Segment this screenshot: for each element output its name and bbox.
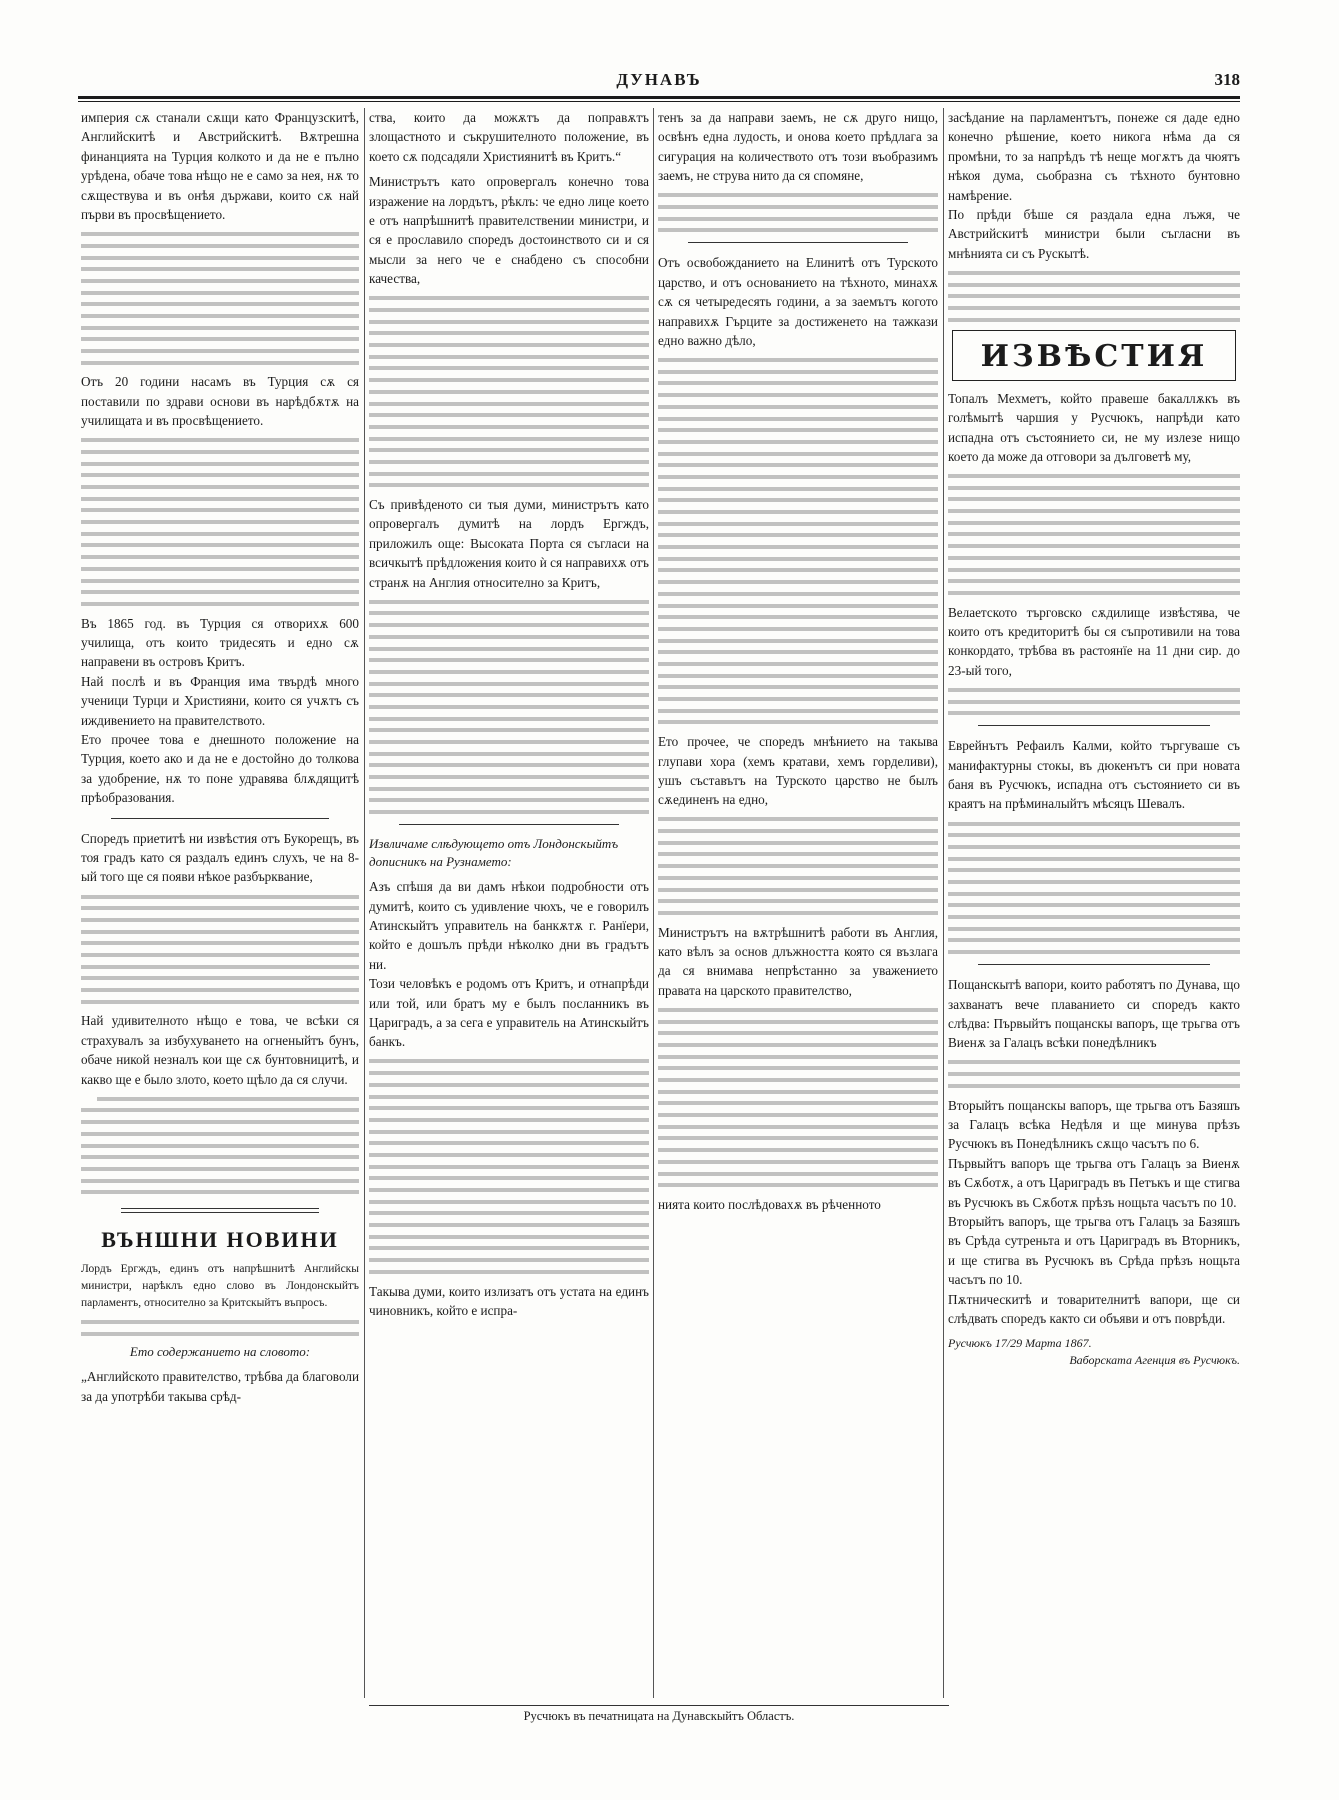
column-divider bbox=[653, 108, 654, 1698]
article-paragraph: Най послѣ и въ Франция има твърдѣ много ученици Турци и Християни, които ся учѫтъ съ иждивението на правителството. bbox=[81, 673, 359, 728]
illegible-text-block bbox=[81, 1320, 359, 1336]
column-3 bbox=[658, 108, 938, 1698]
masthead-rule-thin bbox=[78, 101, 1240, 102]
printer-footer: Русчюкъ въ печатницата на Дунавскыйтъ Областъ. bbox=[369, 1705, 949, 1724]
article-paragraph: Велаетското търговско сѫдилище извѣстява, че които отъ кредиторитѣ бы ся съпротивили на това конкордато, трѣбва въ растоянїе на 11 дни сир. до 23-ый того, bbox=[948, 604, 1240, 678]
masthead bbox=[78, 70, 1240, 94]
column-divider bbox=[364, 108, 365, 1698]
article-paragraph: Ето прочее това е днешното положение на Турция, което ако и да не е достойно до толкова за удобрение, нѫ то поне удравява блѫдящитѣ прѣобразования. bbox=[81, 732, 359, 806]
illegible-text-block bbox=[658, 817, 938, 915]
article-paragraph: Еврейнътъ Рефаилъ Калми, който търгуваше съ манифактурны стокы, въ дюкенътъ си при новата баня въ Русчюкъ, испадна отъ състоянието си въ краятъ на прѣминалыйтъ мѣсяцъ Шевалъ. bbox=[948, 738, 1240, 812]
article-paragraph: Отъ 20 години насамъ въ Турция сѫ ся поставили по здрави основи въ нарѣдбѫтѫ на училищата и въ просвѣщението. bbox=[81, 374, 359, 429]
column-4 bbox=[948, 108, 1240, 1698]
article-paragraph: Министрътъ като опровергалъ конечно това изражение на лордътъ, рѣклъ: че едно лице което е отъ напрѣшнитѣ правителствении министри, и ся е прославило споредъ достоинството си и ся мысли за него че е снабдено съ способни качества, bbox=[369, 174, 649, 287]
illegible-text-block bbox=[948, 1060, 1240, 1087]
article-paragraph: Пѫтническитѣ и товарителнитѣ вапори, ще си слѣдвать споредъ както си объяви и отъ поврѣди. bbox=[948, 1291, 1240, 1326]
article-paragraph: Най удивителното нѣщо е това, че всѣки ся страхувалъ за избухуването на огненыйтъ бунъ, обаче никой незналъ кои ще сѫ бунтовницитѣ, и какво ще е было злото, което щѣло да ся случи. bbox=[81, 1013, 359, 1087]
illegible-text-block bbox=[658, 193, 938, 232]
section-heading-foreign-news: ВЪНШНИ НОВИНИ bbox=[101, 1227, 339, 1253]
article-paragraph: Първыйтъ вапоръ ще трьгва отъ Галацъ за Виенѫ въ Сѫботѫ, а отъ Цариградъ въ Петъкъ и ще стигва въ Русчюкъ въ Сѫботѫ прѣзъ нощьта часътъ по 10. bbox=[948, 1155, 1240, 1210]
article-paragraph: Лордъ Ергждъ, единъ отъ напрѣшнитѣ Английскы министри, нарѣклъ едно слово въ Лондонскыйтъ парламентъ, относително за Критскыйтъ въпросъ. bbox=[81, 1263, 359, 1310]
article-paragraph: нията които послѣдовахѫ въ рѣченното bbox=[658, 1196, 881, 1212]
agency-signature: Ваборската Агенция въ Русчюкъ. bbox=[1069, 1353, 1240, 1368]
section-separator bbox=[688, 242, 908, 243]
article-paragraph: засѣдание на парламентътъ, понеже ся даде едно конечно рѣшение, което никога нѣма да ся промѣни, то за напрѣдъ тѣ неще могѫтъ да чюятъ нѣкоя дума, сьобразна съ тѣхното бунтовно намѣрение. bbox=[948, 110, 1240, 203]
article-paragraph: По прѣди бѣше ся раздала една лъжя, че Австрийскитѣ министри были съгласни въ мнѣнията си съ Рускытѣ. bbox=[948, 207, 1240, 261]
quote-label: Ето содержанието на словото: bbox=[129, 1344, 311, 1360]
illegible-text-block bbox=[948, 271, 1240, 322]
newspaper-title: ДУНАВЪ bbox=[616, 70, 702, 89]
column-1 bbox=[81, 108, 359, 1698]
article-paragraph: Вторыйтъ пощанскы вапоръ, ще трьгва отъ Базяшъ за Галацъ всѣка Недѣля и ще минува прѣзъ Русчюкъ въ Понедѣлникъ сѫщо часътъ по 6. bbox=[948, 1097, 1240, 1152]
dateline: Русчюкъ 17/29 Марта 1867. bbox=[948, 1336, 1092, 1351]
section-separator bbox=[121, 1208, 319, 1213]
article-paragraph: Съ привѣденото си тыя думи, министрътъ като опровергалъ думитѣ на лордъ Ергждъ, приложилъ още: Высоката Порта ся съгласи на всичкытѣ прѣдложения които ѝ ся направихѫ отъ странѫ на Англия относително за Критъ, bbox=[369, 497, 649, 590]
illegible-text-block bbox=[81, 438, 359, 606]
article-paragraph: Вторыйтъ вапоръ, ще трьгва отъ Галацъ за Базяшъ въ Срѣда сутреньта и отъ Цариградъ въ Вторникъ, и ще стигва въ Русчюкъ въ Срѣда прѣзъ нощьта часътъ по 10. bbox=[948, 1213, 1240, 1288]
column-divider bbox=[943, 108, 944, 1698]
article-paragraph: тенъ за да направи заемъ, не сѫ друго нищо, освѣнъ една лудость, и онова което прѣдлага за сигурация на количеството отъ този въобразимъ заемъ, не струва нито да ся спомяне, bbox=[658, 110, 938, 184]
illegible-text-block bbox=[948, 474, 1240, 595]
article-paragraph: Ето прочее, че споредъ мнѣнието на такыва глупави хора (хемъ кратави, хемъ горделиви), ушъ съставътъ на Турското царство не былъ сѫединенъ на едно, bbox=[658, 734, 938, 808]
article-paragraph: Въ 1865 год. въ Турция ся отворихѫ 600 училища, отъ които тридесять и едно сѫ направени въ островъ Критъ. bbox=[81, 615, 359, 670]
section-heading-announcements: ИЗВѢСТИЯ bbox=[980, 338, 1208, 374]
article-paragraph: Топалъ Мехметъ, който правеше бакаллѫкъ въ голѣмытѣ чаршия у Русчюкъ, напрѣди като испадна отъ състоянието си, не му излезе нищо което да може да отговори за дълговетѣ му, bbox=[948, 390, 1240, 464]
section-heading-box bbox=[952, 330, 1236, 381]
illegible-text-block bbox=[658, 358, 938, 724]
masthead-rule bbox=[78, 96, 1240, 99]
illegible-text-block bbox=[948, 822, 1240, 955]
article-paragraph: Пощанскытѣ вапори, които работятъ по Дунава, що захванатъ вече плаванието си споредъ както слѣдва: Първыйтъ пощанскы вапоръ, ще трьгва отъ Виенѫ за Галацъ всѣки понедѣлникъ bbox=[948, 977, 1240, 1051]
article-paragraph: Азъ спѣшя да ви дамъ нѣкои подробности отъ думитѣ, които съ удивление чюхъ, че е говорилъ Атинскыйтъ управитель на банкѫтѫ г. Ранїери, който е дошълъ прѣди нѣколко дни въ градътъ ни. bbox=[369, 879, 649, 972]
illegible-text-block bbox=[369, 1059, 649, 1273]
column-2 bbox=[369, 108, 649, 1698]
article-paragraph: Този человѣкъ е родомъ отъ Критъ, и отнапрѣди или той, или братъ му е былъ посланникъ въ Цариградъ, а за сега е управитель на Атинскыйтъ банкъ. bbox=[369, 976, 649, 1050]
section-separator bbox=[978, 725, 1210, 726]
illegible-text-block bbox=[369, 600, 649, 814]
illegible-text-block bbox=[81, 1097, 359, 1195]
illegible-text-block bbox=[81, 895, 359, 1004]
illegible-text-block bbox=[948, 688, 1240, 715]
article-paragraph: Министрътъ на вѫтрѣшнитѣ работи въ Англия, като вѣлъ за основ длъжността която ся възлага да ся внимава непрѣстанно за уважението правата на царското правителство, bbox=[658, 924, 938, 998]
section-separator bbox=[978, 964, 1210, 965]
article-paragraph: „Английското правителство, трѣбва да благоволи за да употрѣби такыва срѣд- bbox=[81, 1369, 359, 1404]
article-paragraph: Споредъ приетитѣ ни извѣстия отъ Букорещъ, въ тоя градъ като ся раздалъ единъ слухъ, че на 8-ый того ще ся появи нѣкое разбърквание, bbox=[81, 830, 359, 885]
article-paragraph: ства, които да можѫтъ да поправѫтъ злощастното и съкрушителното положение, въ което сѫ подсадяли Християнитѣ въ Критъ.“ bbox=[369, 110, 649, 164]
article-paragraph: Такыва думи, които излизатъ отъ устата на единъ чиновникъ, който е испра- bbox=[369, 1283, 649, 1318]
article-paragraph: Отъ освобожданието на Елинитѣ отъ Турското царство, и отъ основанието на тѣхното, минахѫ сѫ ся четыредесять години, а за заемътъ когото направихѫ Гърците за достиженето на тажкази едно важно дѣло, bbox=[658, 255, 938, 348]
page-number: 318 bbox=[1214, 70, 1240, 89]
section-separator bbox=[399, 824, 619, 825]
article-paragraph: империя сѫ станали сѫщи като Французскитѣ, Английскитѣ и Австрийскитѣ. Вѫтрешна финанцията на Турция колкото и да не е пълно урѣдена, обаче това нѣщо не е само за нея, нѫ то сѫществува и въ онѣя държави, които сѫ най първи въ просвѣщението. bbox=[81, 110, 359, 223]
section-separator bbox=[111, 818, 329, 819]
illegible-text-block bbox=[81, 232, 359, 365]
illegible-text-block bbox=[369, 296, 649, 487]
source-label: Извличаме слѣдующето отъ Лондонскыйтъ дописникъ на Рузнамето: bbox=[369, 836, 619, 870]
illegible-text-block bbox=[658, 1008, 938, 1187]
